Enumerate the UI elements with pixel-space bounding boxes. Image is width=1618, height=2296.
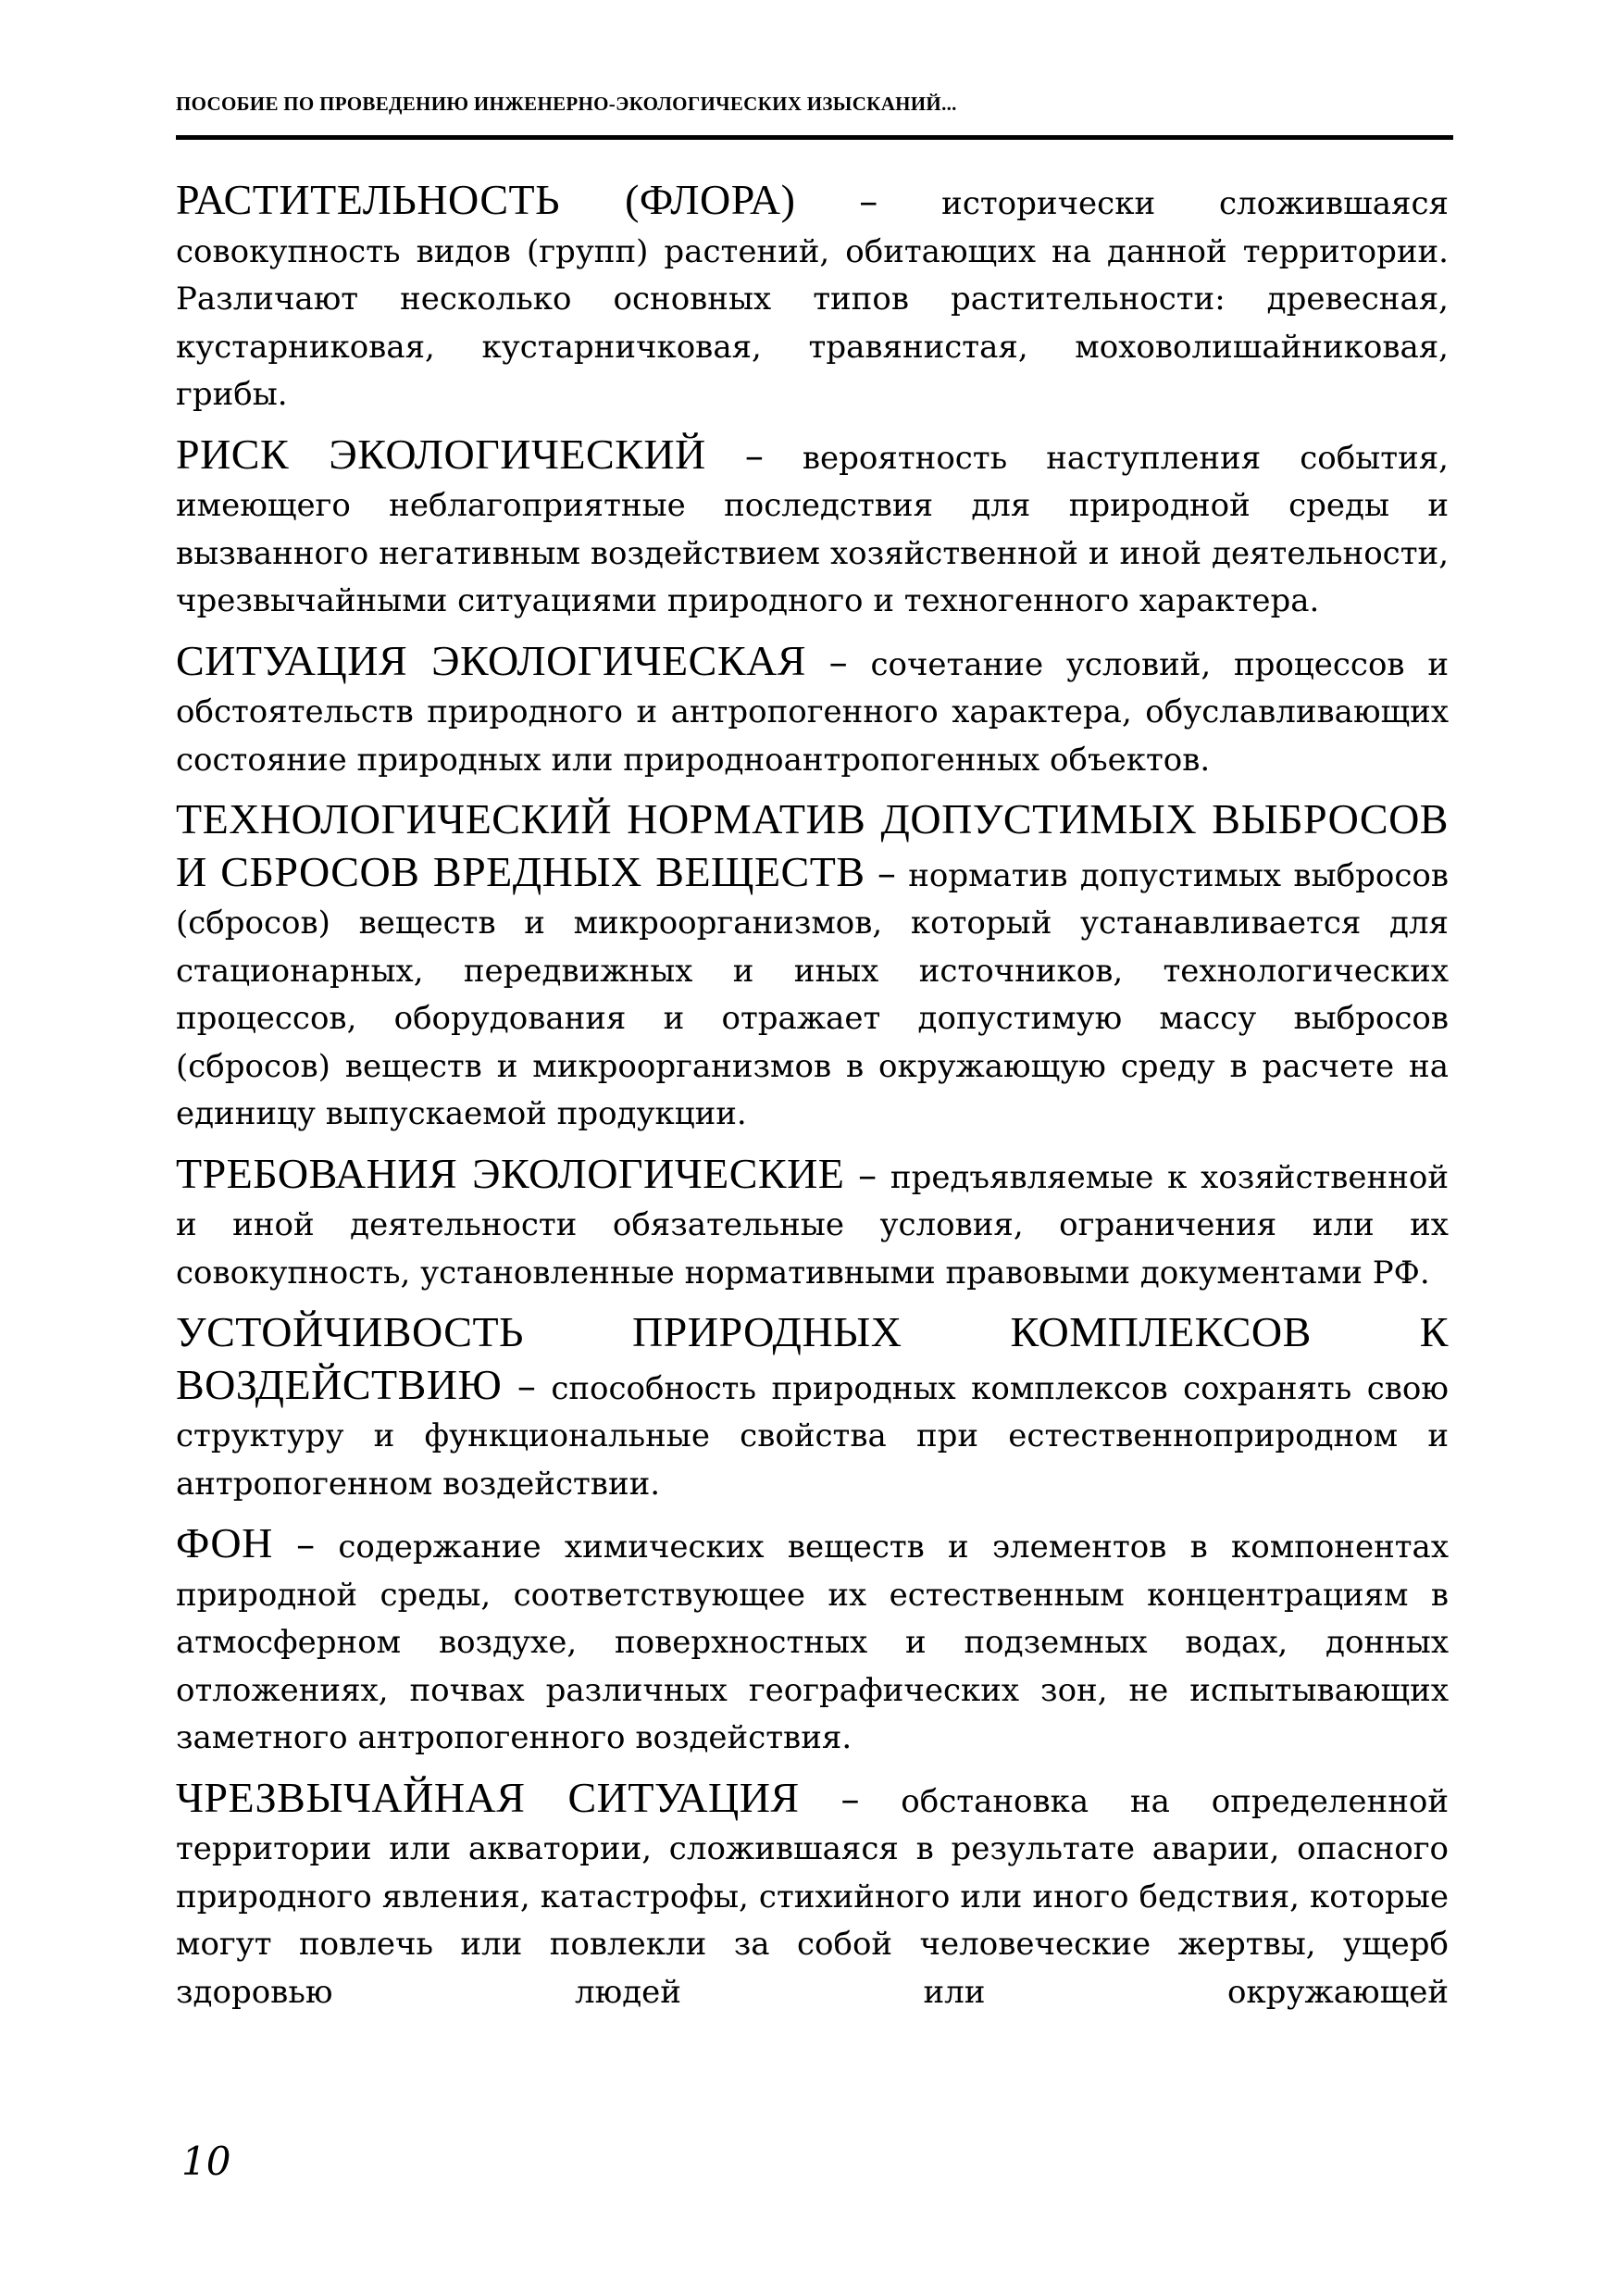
entry-definition: обстановка на определенной территории или акватории, сложившаяся в результате аварии, опасного природного явления, катастрофы, стихийного или иного бедствия, которые могут повлечь или повлекли за собой человеческие жертвы, ущерб здоровью людей или окружающей xyxy=(176,1782,1449,2011)
entry-term: РАСТИТЕЛЬНОСТЬ (ФЛОРА) xyxy=(176,176,796,223)
glossary-entry-resilience xyxy=(176,1308,1449,1508)
entry-term: ФОН xyxy=(176,1519,273,1566)
glossary-entry-norm xyxy=(176,795,1449,1139)
glossary-entry-emergency xyxy=(176,1774,1449,2017)
entry-definition: предъявляемые к хозяйственной и иной деятельности обязательные условия, ограничения или их совокупность, установленные нормативными правовыми документами РФ. xyxy=(176,1158,1450,1292)
glossary-entry-risk xyxy=(176,430,1449,626)
header-rule xyxy=(176,135,1453,140)
entry-dash: – xyxy=(877,852,896,895)
page-number: 10 xyxy=(181,2139,231,2184)
running-header: ПОСОБИЕ ПО ПРОВЕДЕНИЮ ИНЖЕНЕРНО-ЭКОЛОГИЧЕСКИХ ИЗЫСКАНИЙ... xyxy=(176,93,957,115)
glossary-entry-flora xyxy=(176,176,1449,419)
entry-term: УСТОЙЧИВОСТЬ ПРИРОДНЫХ КОМПЛЕКСОВ К ВОЗДЕЙСТВИЮ xyxy=(176,1308,1449,1408)
glossary-entry-situation xyxy=(176,637,1449,785)
entry-definition: норматив допустимых выбросов (сбросов) веществ и микроорганизмов, который устанавливается для стационарных, передвижных и иных источников, технологических процессов, оборудования и отражает допустимую массу выбросов (сбросов) веществ и микроорганизмов в окружающую среду в расчете на единицу выпускаемой продукции. xyxy=(176,856,1449,1132)
entry-term: СИТУАЦИЯ ЭКОЛОГИЧЕСКАЯ xyxy=(176,636,806,684)
entry-definition: исторически сложившаяся совокупность видов (групп) растений, обитающих на данной территории. Различают несколько основных типов растительности: древесная, кустарниковая, кустарничковая, травянистая, моховолишайниковая, грибы. xyxy=(176,185,1449,413)
entry-dash: – xyxy=(296,1524,316,1566)
glossary-content xyxy=(176,176,1449,2028)
entry-definition: вероятность наступления события, имеющего неблагоприятные последствия для природной среды и вызванного негативным воздействием хозяйственной и иной деятельности, чрезвычайными ситуациями природного и техногенного характера. xyxy=(176,439,1449,619)
entry-dash: – xyxy=(858,1154,877,1197)
entry-definition: сочетание условий, процессов и обстоятельств природного и антропогенного характера, обуславливающих состояние природных или природноантропогенных объектов. xyxy=(176,645,1449,779)
entry-definition: способность природных комплексов сохранять свою структуру и функциональные свойства при естественноприродном и антропогенном воздействии. xyxy=(176,1369,1450,1503)
entry-dash: – xyxy=(859,181,878,223)
entry-dash: – xyxy=(828,641,848,684)
entry-term: ЧРЕЗВЫЧАЙНАЯ СИТУАЦИЯ xyxy=(176,1773,800,1821)
entry-term: РИСК ЭКОЛОГИЧЕСКИЙ xyxy=(176,430,706,478)
entry-definition: содержание химических веществ и элементов в компонентах природной среды, соответствующее их естественным концентрациям в атмосферном воздухе, поверхностных и подземных водах, донных отложениях, почвах различных географических зон, не испытывающих заметного антропогенного воздействия. xyxy=(176,1529,1449,1756)
entry-dash: – xyxy=(744,434,764,478)
entry-term: ТРЕБОВАНИЯ ЭКОЛОГИЧЕСКИЕ xyxy=(176,1149,845,1197)
entry-term: ТЕХНОЛОГИЧЕСКИЙ НОРМАТИВ ДОПУСТИМЫХ ВЫБРОСОВ И СБРОСОВ ВРЕДНЫХ ВЕЩЕСТВ xyxy=(176,795,1449,895)
entry-dash: – xyxy=(840,1778,860,1821)
glossary-entry-background xyxy=(176,1519,1449,1763)
glossary-entry-requirements xyxy=(176,1150,1449,1298)
entry-dash: – xyxy=(517,1365,536,1408)
